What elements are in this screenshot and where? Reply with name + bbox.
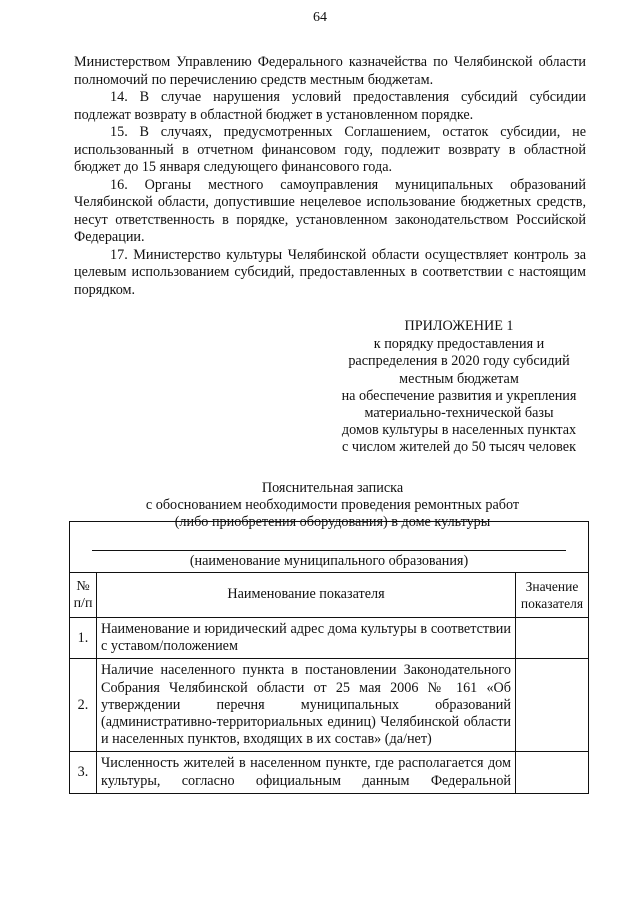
row-num: 3. <box>70 752 97 793</box>
table-row <box>70 752 589 793</box>
municipality-row <box>70 522 589 573</box>
table-row <box>70 659 589 752</box>
header-name: Наименование показателя <box>97 573 516 618</box>
appendix-line: распределения в 2020 году субсидий <box>348 353 570 370</box>
paragraph-item-16: 16. Органы местного самоуправления муниципальных образований Челябинской области, допустившие нецелевое использование бюджетных средств, несут ответственность в порядке, установленном законодательством Российской Федерации. <box>74 176 586 245</box>
row-indicator-name: Наименование и юридический адрес дома культуры в соответствии с уставом/положением <box>97 618 516 659</box>
body-text <box>74 54 586 299</box>
paragraph-item-14: 14. В случае нарушения условий предоставления субсидий субсидии подлежат возврату в областной бюджет в установленном порядке. <box>74 89 586 123</box>
row-indicator-name: Численность жителей в населенном пункте, где располагается дом культуры, согласно официальным данным Федеральной <box>97 752 516 793</box>
header-value: Значение показателя <box>516 573 589 618</box>
note-subtitle-line: (либо приобретения оборудования) в доме культуры <box>174 514 491 531</box>
row-indicator-name: Наличие населенного пункта в постановлении Законодательного Собрания Челябинской области от 25 мая 2006 № 161 «Об утверждении перечня муниципальных образований (административно-территориальных единиц) Челябинской области и населенных пунктов, входящих в их состав» (да/нет) <box>97 659 516 752</box>
table-header-row <box>70 573 589 618</box>
paragraph-item-17: 17. Министерство культуры Челябинской области осуществляет контроль за целевым использованием субсидий, предоставленных в соответствии с настоящим порядком. <box>74 246 586 298</box>
note-title: Пояснительная записка <box>261 480 404 496</box>
page-number: 64 <box>313 10 327 25</box>
row-value <box>516 618 589 659</box>
municipality-cell <box>70 522 589 573</box>
row-value <box>516 659 589 752</box>
paragraph-item-15: 15. В случаях, предусмотренных Соглашением, остаток субсидии, не использованный в отчетном финансовом году, подлежит возврату в областной бюджет до 15 января следующего финансового года. <box>74 124 586 175</box>
municipality-blank-line <box>92 550 566 551</box>
row-num: 2. <box>70 659 97 752</box>
appendix-line: к порядку предоставления и <box>373 336 545 353</box>
appendix-line: домов культуры в населенных пунктах <box>341 422 577 439</box>
indicators-table <box>69 521 589 794</box>
appendix-line: на обеспечение развития и укрепления <box>341 387 577 404</box>
row-value <box>516 752 589 793</box>
municipality-caption: (наименование муниципального образования) <box>189 552 469 569</box>
appendix-title: ПРИЛОЖЕНИЕ 1 <box>404 318 514 334</box>
table-row <box>70 618 589 659</box>
appendix-header <box>325 318 593 457</box>
appendix-line: материально-технической базы <box>364 405 554 422</box>
header-num: № п/п <box>70 573 97 618</box>
paragraph-continuation: Министерством Управлению Федерального казначейства по Челябинской области полномочий по перечислению средств местным бюджетам. <box>74 54 586 88</box>
row-num: 1. <box>70 618 97 659</box>
appendix-line: с числом жителей до 50 тысяч человек <box>342 439 576 456</box>
note-subtitle-line: с обоснованием необходимости проведения ремонтных работ <box>145 497 520 514</box>
appendix-line: местным бюджетам <box>399 370 519 387</box>
